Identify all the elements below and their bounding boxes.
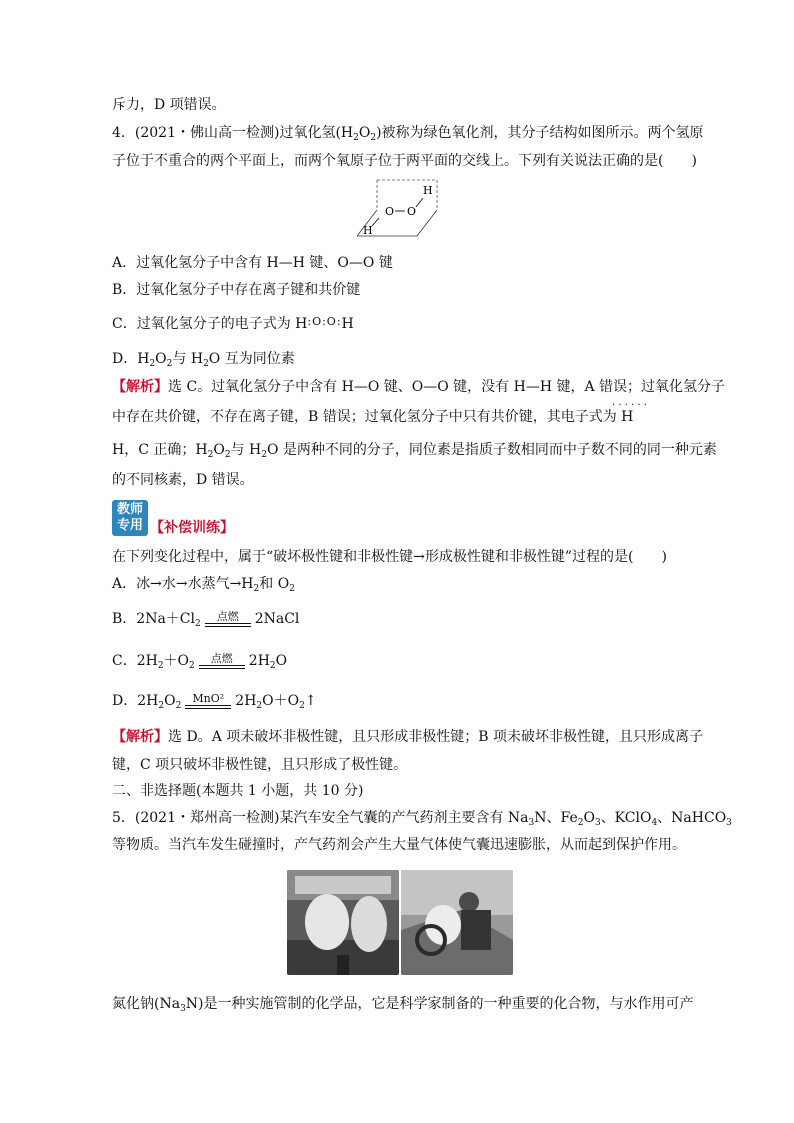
- supp-option-c: C．$2H_2+O_2$ 点燃 $2H_2O$: [112, 652, 288, 671]
- text-line: 斥力，D 项错误。: [112, 97, 226, 113]
- analysis-1-line4: 的不同核素，D 错误。: [112, 472, 254, 488]
- teacher-only-badge: 教师专用: [112, 500, 148, 536]
- atom-label: H: [423, 184, 433, 197]
- atom-label: O: [407, 205, 417, 218]
- question-4: 4．(2021・佛山高一检测)过氧化氢$(H_2O_2)$被称为绿色氧化剂，其分子结构如图所示。两个氢原: [112, 125, 704, 143]
- electron-dots: · · · · · ·: [612, 400, 647, 411]
- supp-option-a: A．冰→水→水蒸气$\to H_2$和 $O_2$: [112, 576, 295, 594]
- option-a: A．过氧化氢分子中含有 H—H 键、O—O 键: [112, 255, 393, 271]
- analysis-2-line2: 键，C 项只破坏非极性键，且只形成了极性键。: [112, 757, 408, 773]
- analysis-1-line2: 中存在共价键，不存在离子键，B 错误；过氧化氢分子中只有共价键，其电子式为 H: [112, 409, 634, 425]
- question-4-line2: 子位于不重合的两个平面上，而两个氧原子位于两平面的交线上。下列有关说法正确的是( ): [112, 153, 697, 169]
- supp-option-d: D．$2H_2O_2$ MnO² $2H_2O+O_2↑$: [112, 692, 317, 711]
- question-5-line3: 氮化钠$(Na_3N)$是一种实施管制的化学品，它是科学家制备的一种重要的化合物，与水作用可产: [112, 996, 694, 1014]
- airbag-photo-driver: [401, 870, 513, 975]
- option-b: B．过氧化氢分子中存在离子键和共价键: [112, 282, 361, 298]
- question-5-line2: 等物质。当汽车发生碰撞时，产气药剂会产生大量气体使气囊迅速膨胀，从而起到保护作用。: [112, 837, 686, 853]
- analysis-1-line3: H，C 正确；$H_2O_2$与 $H_2O$ 是两种不同的分子，同位素是指质子数相同而中子数不同的同一种元素: [112, 442, 717, 460]
- option-d: D．$H_2O_2$与 $H_2O$ 互为同位素: [112, 351, 295, 369]
- supp-question: 在下列变化过程中，属于“破坏极性键和非极性键→形成极性键和非极性键”过程的是( ): [112, 549, 667, 565]
- h2o2-structure-diagram: [355, 178, 475, 238]
- question-5: 5．(2021・郑州高一检测)某汽车安全气囊的产气药剂主要含有 $Na_3N$、$Fe_2O_3$、KClO$_4$、NaHCO$_3$: [112, 810, 732, 828]
- option-c: C．过氧化氢分子的电子式为 $H^{:O:O:}H$: [112, 315, 354, 332]
- supplementary-title: 【补偿训练】: [150, 520, 234, 536]
- atom-label: H: [363, 224, 373, 237]
- airbag-photo-front: [287, 870, 399, 975]
- atom-label: O: [385, 205, 395, 218]
- analysis-2: 【解析】选 D。A 项未破坏非极性键，且只形成非极性键；B 项未破坏非极性键，且只形成离子: [112, 729, 703, 745]
- analysis-1: 【解析】选 C。过氧化氢分子中含有 H—O 键、O—O 键，没有 H—H 键，A 错误；过氧化氢分子: [112, 379, 726, 395]
- supp-option-b: B．$2Na+Cl_2$ 点燃 2NaCl: [112, 610, 300, 629]
- section-heading: 二、非选择题(本题共 1 小题，共 10 分): [112, 783, 364, 799]
